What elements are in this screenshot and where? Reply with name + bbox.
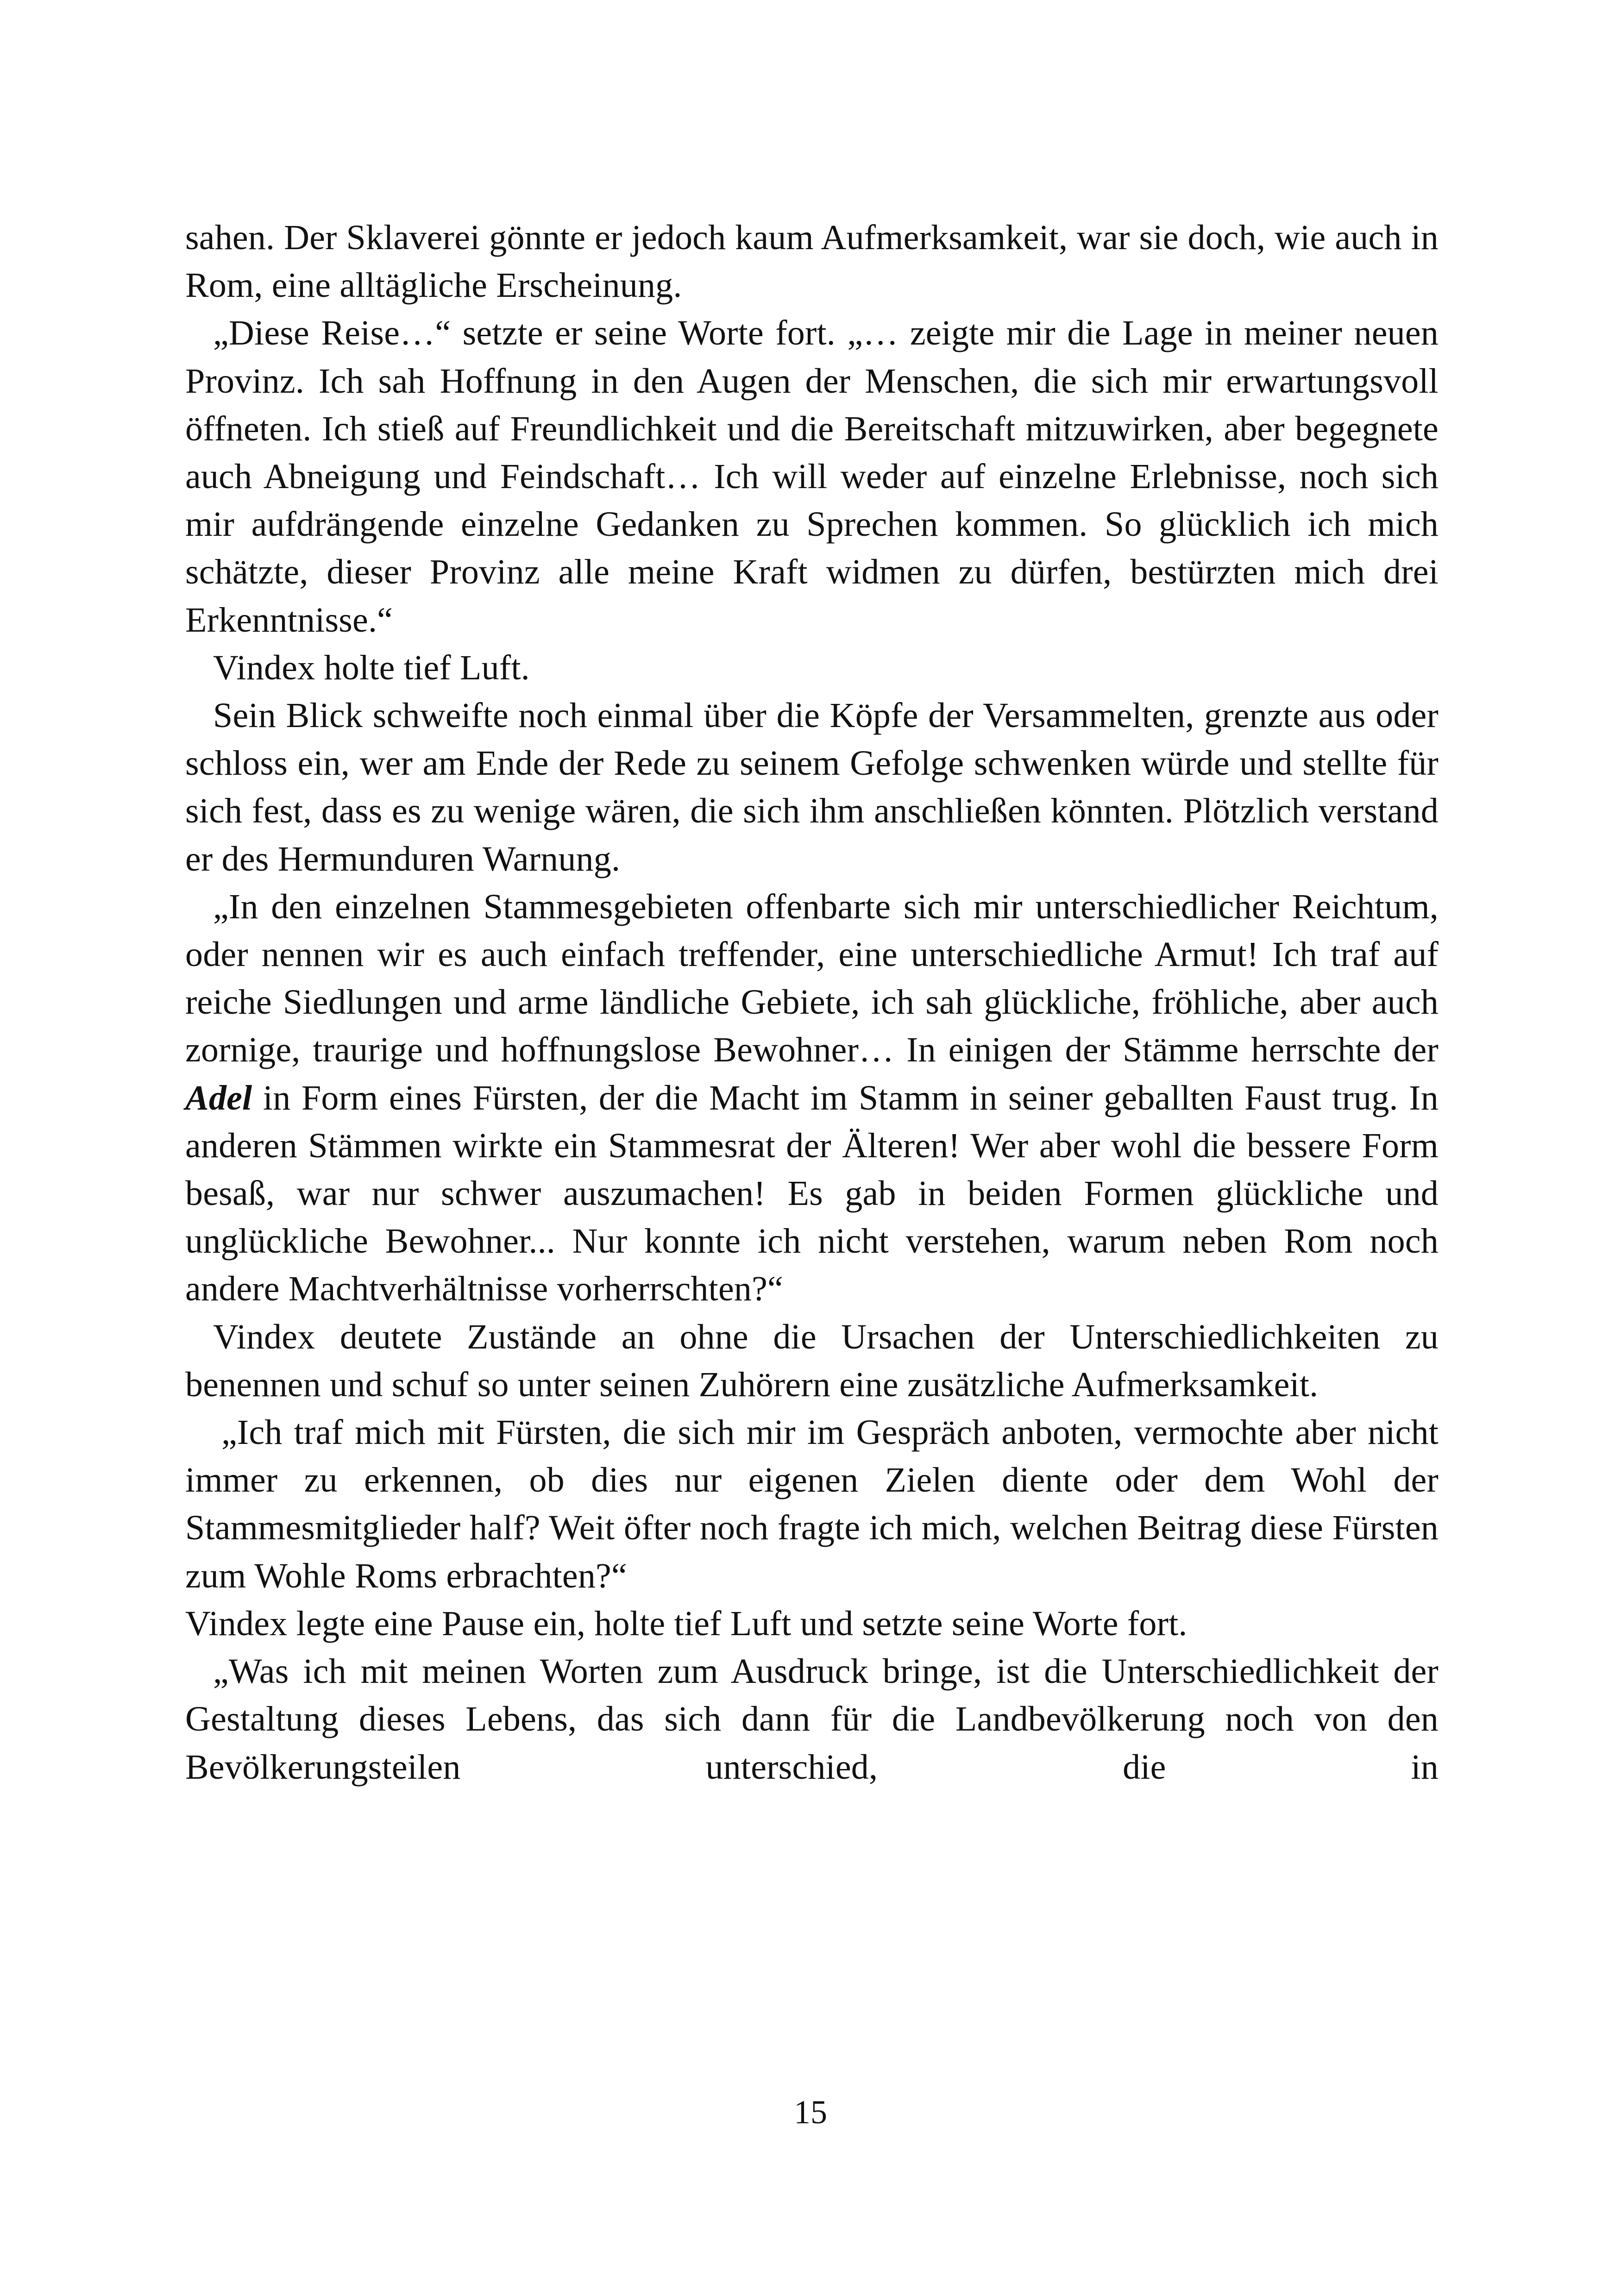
paragraph-5-text-after: in Form eines Fürsten, der die Macht im Stamm in seiner geballten Faust trug. In anderen Stämmen wirkte ein Stammesrat der Älteren! Wer aber wohl die bessere Form besaß, war nur schwer auszumachen! Es gab in beiden Formen glückliche und unglückliche Bewohner... Nur konnte ich nicht verstehen, warum neben Rom noch andere Machtverhältnisse vorherrschten?“	[185, 1078, 1439, 1309]
paragraph-4: Sein Blick schweifte noch einmal über die Köpfe der Versammelten, grenzte aus oder schloss ein, wer am Ende der Rede zu seinem Gefolge schwenken würde und stellte für sich fest, dass es zu wenige wären, die sich ihm anschließen könnten. Plötzlich verstand er des Hermunduren Warnung.	[185, 696, 1439, 878]
page-number: 15	[794, 2094, 827, 2131]
page-body	[185, 214, 1439, 1791]
paragraph-6: Vindex deutete Zustände an ohne die Ursachen der Unterschiedlichkeiten zu benennen und schuf so unter seinen Zuhörern eine zusätzliche Aufmerksamkeit.	[185, 1317, 1439, 1404]
paragraph-5	[185, 883, 1439, 1313]
paragraph-3: Vindex holte tief Luft.	[213, 648, 530, 687]
paragraph-1: sahen. Der Sklaverei gönnte er jedoch kaum Aufmerksamkeit, war sie doch, wie auch in Rom, eine alltägliche Erscheinung.	[185, 218, 1439, 305]
paragraph-2: „Diese Reise…“ setzte er seine Worte fort. „… zeigte mir die Lage in meiner neuen Provinz. Ich sah Hoffnung in den Augen der Menschen, die sich mir erwartungsvoll öffneten. Ich stieß auf Freundlichkeit und die Bereitschaft mitzuwirken, aber begegnete auch Abneigung und Feindschaft… Ich will weder auf einzelne Erlebnisse, noch sich mir aufdrängende einzelne Gedanken zu Sprechen kommen. So glücklich ich mich schätzte, dieser Provinz alle meine Kraft widmen zu dürfen, bestürzten mich drei Erkenntnisse.“	[185, 314, 1439, 640]
paragraph-9: „Was ich mit meinen Worten zum Ausdruck bringe, ist die Unterschiedlichkeit der Gestaltung dieses Lebens, das sich dann für die Landbevölkerung noch von den Bevölkerungsteilen unterschied, die in	[185, 1652, 1439, 1787]
paragraph-5-text-before: „In den einzelnen Stammesgebieten offenbarte sich mir unterschiedlicher Reichtum, oder nennen wir es auch einfach treffender, eine unterschiedliche Armut! Ich traf auf reiche Siedlungen und arme ländliche Gebiete, ich sah glückliche, fröhliche, aber auch zornige, traurige und hoffnungslose Bewohner… In einigen der Stämme herrschte der	[185, 887, 1439, 1070]
paragraph-7: „Ich traf mich mit Fürsten, die sich mir im Gespräch anboten, vermochte aber nicht immer zu erkennen, ob dies nur eigenen Zielen diente oder dem Wohl der Stammesmitglieder half? Weit öfter noch fragte ich mich, welchen Beitrag diese Fürsten zum Wohle Roms erbrachten?“	[185, 1413, 1439, 1595]
paragraph-8: Vindex legte eine Pause ein, holte tief Luft und setzte seine Worte fort.	[185, 1604, 1187, 1643]
emphasis-adel: Adel	[185, 1078, 252, 1117]
